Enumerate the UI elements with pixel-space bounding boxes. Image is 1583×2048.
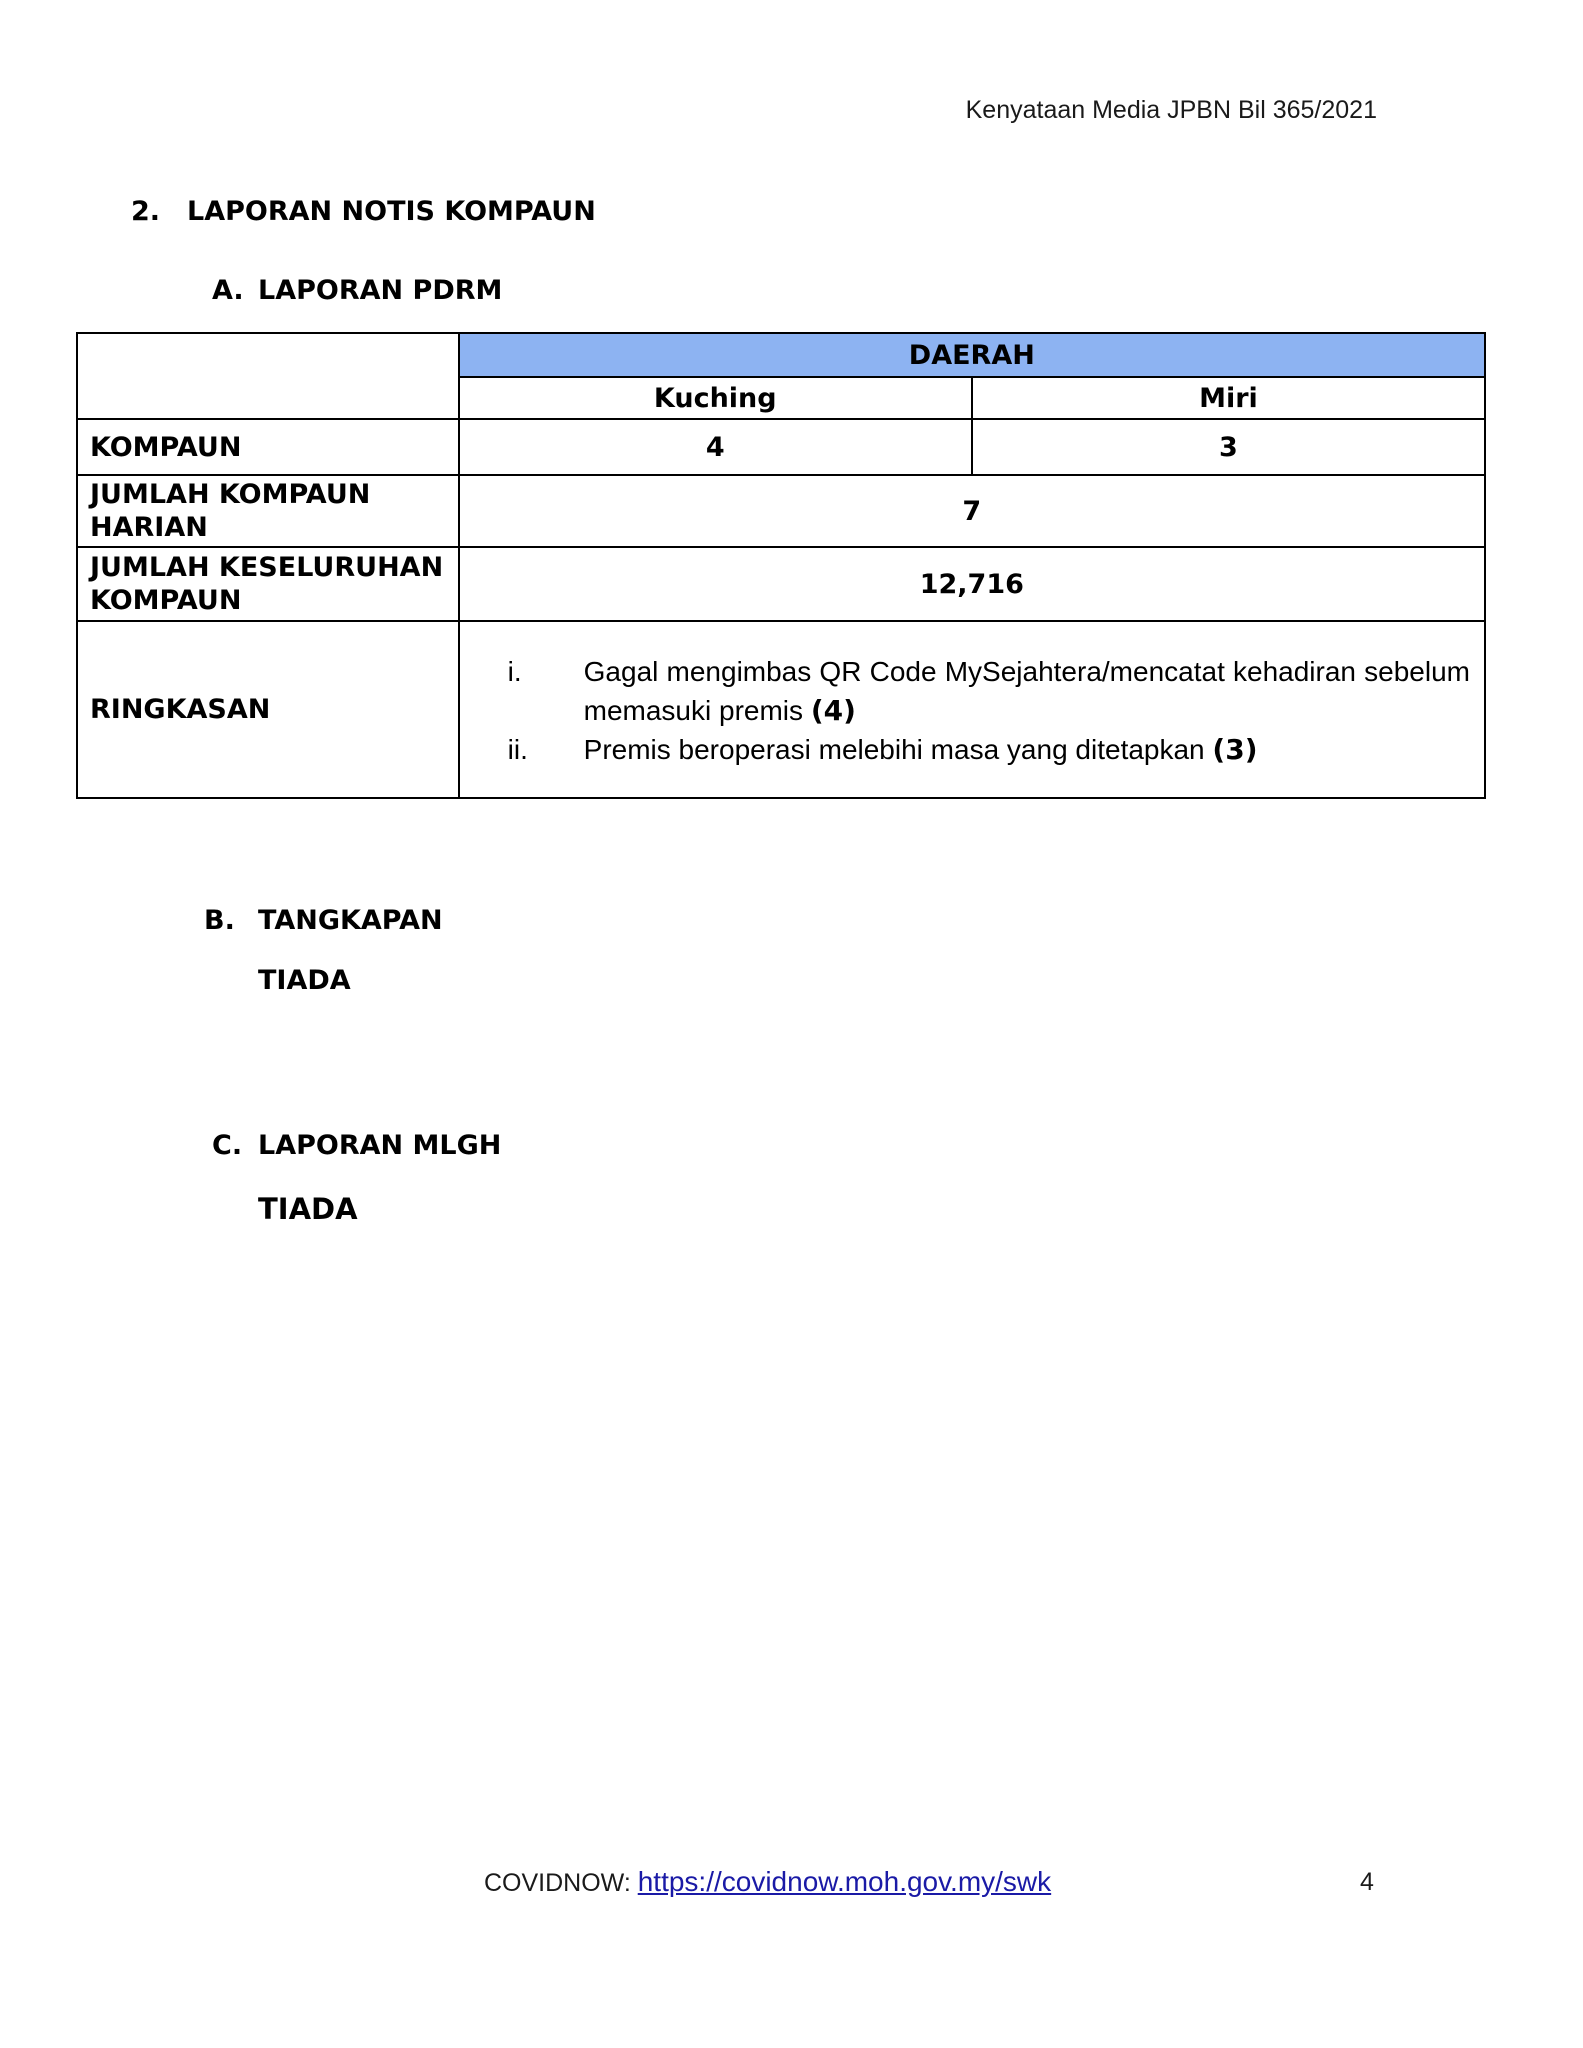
district-kuching-header: Kuching <box>459 377 972 419</box>
ringkasan-content <box>459 621 1485 798</box>
label-line: HARIAN <box>90 512 208 543</box>
list-item <box>472 652 1470 730</box>
item-description: Premis beroperasi melebihi masa yang ditetapkan <box>583 734 1205 765</box>
list-item-text <box>584 652 1470 730</box>
section-c-value: TIADA <box>258 1192 358 1226</box>
label-line: KOMPAUN <box>90 585 242 616</box>
section-title: TANGKAPAN <box>258 905 443 936</box>
ringkasan-label: RINGKASAN <box>77 621 459 798</box>
page-number: 4 <box>1360 1868 1374 1896</box>
pdrm-report-table <box>76 332 1486 799</box>
list-numeral: i. <box>507 656 522 687</box>
section-title: LAPORAN PDRM <box>258 275 503 306</box>
section-letter: C. <box>212 1130 243 1161</box>
item-description: Gagal mengimbas QR Code MySejahtera/mencatat kehadiran sebelum memasuki premis <box>583 656 1470 726</box>
jumlah-kompaun-harian-value: 7 <box>459 475 1485 547</box>
section-b-heading <box>204 905 443 936</box>
district-miri-header: Miri <box>972 377 1485 419</box>
list-item <box>472 730 1470 769</box>
section-b-value: TIADA <box>258 965 351 996</box>
list-item-text <box>584 730 1470 769</box>
section-c-heading <box>212 1130 501 1161</box>
jumlah-keseluruhan-kompaun-label <box>77 547 459 621</box>
table-corner-cell <box>77 333 459 419</box>
section-title: LAPORAN MLGH <box>258 1130 502 1161</box>
item-count: (3) <box>1212 733 1258 766</box>
section-a-heading <box>212 275 502 306</box>
footer <box>484 1866 1051 1898</box>
kompaun-label: KOMPAUN <box>77 419 459 475</box>
jumlah-keseluruhan-kompaun-value: 12,716 <box>459 547 1485 621</box>
section-title: LAPORAN NOTIS KOMPAUN <box>187 196 596 227</box>
list-numeral: ii. <box>507 734 528 765</box>
item-count: (4) <box>810 694 856 727</box>
label-line: JUMLAH KESELURUHAN <box>90 552 444 583</box>
kompaun-kuching-value: 4 <box>459 419 972 475</box>
section-letter: B. <box>204 905 235 936</box>
footer-label: COVIDNOW: <box>484 1869 631 1897</box>
jumlah-kompaun-harian-label <box>77 475 459 547</box>
section-number: 2. <box>131 196 161 227</box>
ringkasan-list <box>472 622 1472 797</box>
daerah-header: DAERAH <box>459 333 1485 377</box>
section-2-heading <box>131 196 596 227</box>
section-letter: A. <box>212 275 244 306</box>
covidnow-link[interactable]: https://covidnow.moh.gov.my/swk <box>637 1866 1052 1897</box>
label-line: JUMLAH KOMPAUN <box>90 479 371 510</box>
kompaun-miri-value: 3 <box>972 419 1485 475</box>
document-reference: Kenyataan Media JPBN Bil 365/2021 <box>965 96 1377 124</box>
